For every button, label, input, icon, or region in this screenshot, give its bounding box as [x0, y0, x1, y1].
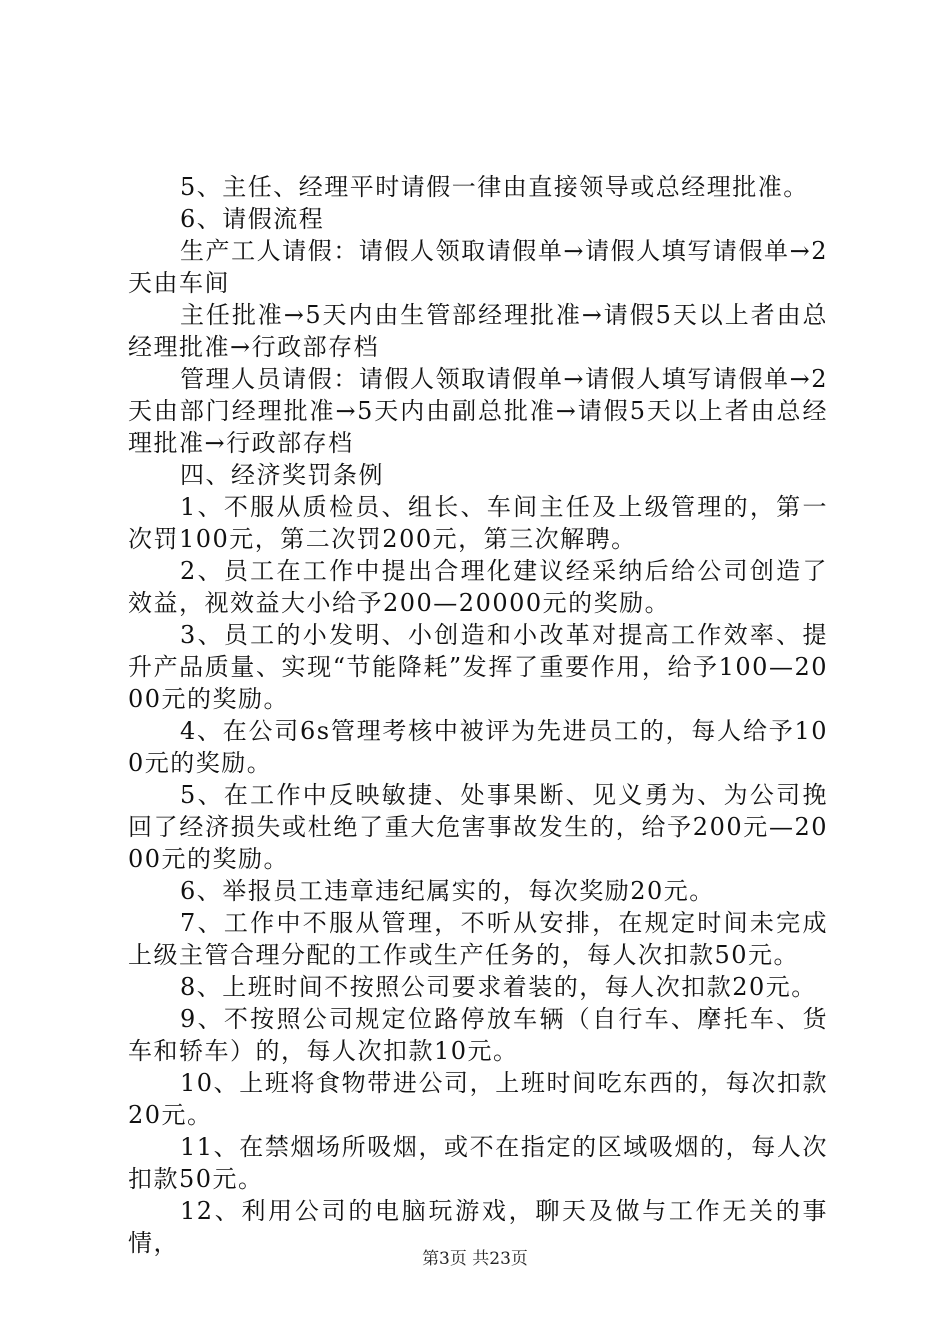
paragraph-supervisor-leave: 5、主任、经理平时请假一律由直接领导或总经理批准。	[180, 173, 809, 201]
rule-item-10: 10、上班将食物带进公司，上班时间吃东西的，每次扣款20元。	[128, 1069, 828, 1129]
rule-item-5: 5、在工作中反映敏捷、处事果断、见义勇为、为公司挽回了经济损失或杜绝了重大危害事故发生的，给予200元—2000元的奖励。	[128, 781, 828, 873]
rule-item-1: 1、不服从质检员、组长、车间主任及上级管理的，第一次罚100元，第二次罚200元，第三次解聘。	[128, 493, 828, 553]
rule-item-6: 6、举报员工违章违纪属实的，每次奖励20元。	[180, 877, 715, 905]
rule-item-9: 9、不按照公司规定位路停放车辆（自行车、摩托车、货车和轿车）的，每人次扣款10元。	[128, 1005, 828, 1065]
rule-item-2: 2、员工在工作中提出合理化建议经采纳后给公司创造了效益，视效益大小给予200—20000元的奖励。	[128, 557, 828, 617]
document-body	[128, 171, 828, 1259]
paragraph-worker-leave: 生产工人请假：请假人领取请假单→请假人填写请假单→2天由车间	[128, 237, 828, 297]
paragraph-leave-process-heading: 6、请假流程	[180, 205, 325, 233]
rule-item-7: 7、工作中不服从管理，不听从安排，在规定时间未完成上级主管合理分配的工作或生产任务的，每人次扣款50元。	[128, 909, 828, 969]
page-number-footer: 第3页 共23页	[422, 1249, 528, 1269]
paragraph-manager-leave: 管理人员请假：请假人领取请假单→请假人填写请假单→2天由部门经理批准→5天内由副总批准→请假5天以上者由总经理批准→行政部存档	[128, 365, 828, 457]
paragraph-worker-leave-continued: 主任批准→5天内由生管部经理批准→请假5天以上者由总经理批准→行政部存档	[128, 301, 828, 361]
rule-item-11: 11、在禁烟场所吸烟，或不在指定的区域吸烟的，每人次扣款50元。	[128, 1133, 828, 1193]
section-heading-rewards-penalties: 四、经济奖罚条例	[180, 461, 384, 489]
rule-item-8: 8、上班时间不按照公司要求着装的，每人次扣款20元。	[180, 973, 817, 1001]
rule-item-3: 3、员工的小发明、小创造和小改革对提高工作效率、提升产品质量、实现“节能降耗”发挥了重要作用，给予100—2000元的奖励。	[128, 621, 828, 713]
rule-item-12: 12、利用公司的电脑玩游戏，聊天及做与工作无关的事情，	[128, 1197, 828, 1257]
rule-item-4: 4、在公司6s管理考核中被评为先进员工的，每人给予100元的奖励。	[128, 717, 828, 777]
